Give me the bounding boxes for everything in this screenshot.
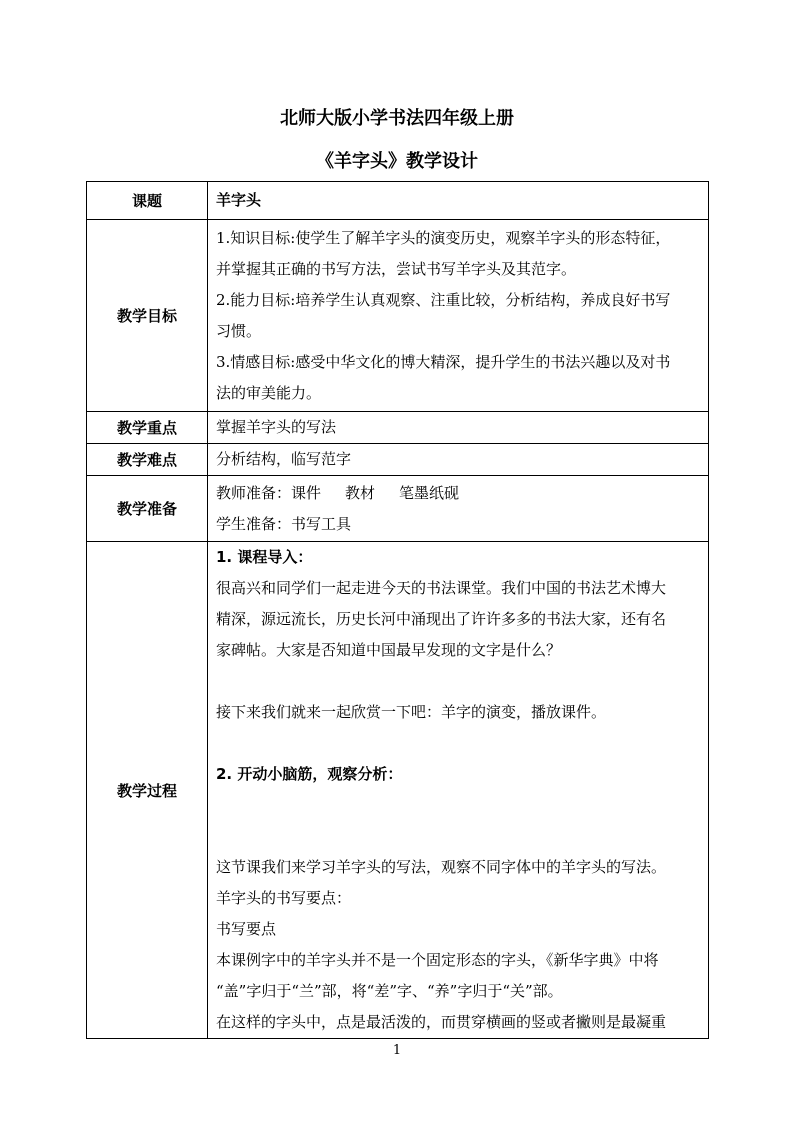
document-subtitle: 《羊字头》教学设计 — [316, 151, 478, 172]
table-row-key-point — [87, 412, 709, 444]
label-topic: 课题 — [87, 182, 208, 220]
student-preparation: 学生准备：书写工具 — [216, 514, 352, 533]
process-line: 很高兴和同学们一起走进今天的书法课堂。我们中国的书法艺术博大 — [216, 579, 667, 597]
process-line: 本课例字中的羊字头并不是一个固定形态的字头，《新华字典》中将 — [216, 951, 659, 969]
process-line: 羊字头的书写要点： — [216, 889, 352, 907]
goals-line: 3.情感目标:感受中华文化的博大精深，提升学生的书法兴趣以及对书 — [216, 352, 671, 371]
label-difficulty: 教学难点 — [87, 444, 208, 476]
value-goals — [208, 220, 709, 412]
goals-line: 1.知识目标:使学生了解羊字头的演变历史，观察羊字头的形态特征， — [216, 228, 671, 247]
table-row-process — [87, 542, 709, 1039]
teacher-prefix: 教师准备：课件 — [216, 483, 322, 502]
lesson-plan-table — [86, 181, 709, 1039]
goals-line: 习惯。 — [216, 321, 262, 340]
process-line: 接下来我们就来一起欣赏一下吧：羊字的演变，播放课件。 — [216, 703, 607, 721]
goals-line: 法的审美能力。 — [216, 383, 322, 402]
page-number: 1 — [392, 1043, 402, 1058]
value-process — [208, 542, 709, 1039]
value-topic: 羊字头 — [208, 182, 709, 220]
table-row-topic — [87, 182, 709, 220]
teacher-preparation — [216, 478, 700, 509]
table-row-preparation — [87, 476, 709, 542]
teacher-item-brush-ink: 笔墨纸砚 — [399, 483, 460, 502]
process-heading: 2. 开动小脑筋，观察分析： — [216, 765, 403, 783]
goals-line: 2.能力目标:培养学生认真观察、注重比较，分析结构，养成良好书写 — [216, 290, 671, 309]
process-line: 在这样的字头中，点是最活泼的，而贯穿横画的竖或者撇则是最凝重 — [216, 1013, 667, 1031]
label-key-point: 教学重点 — [87, 412, 208, 444]
label-goals: 教学目标 — [87, 220, 208, 412]
process-line: 精深，源远流长，历史长河中涌现出了许许多多的书法大家，还有名 — [216, 610, 667, 628]
value-key-point: 掌握羊字头的写法 — [208, 412, 709, 444]
teacher-item-textbook: 教材 — [345, 483, 376, 502]
process-blank-line — [216, 728, 700, 759]
process-blank-line — [216, 821, 700, 852]
process-line: 家碑帖。大家是否知道中国最早发现的文字是什么？ — [216, 641, 562, 659]
value-preparation — [208, 476, 709, 542]
process-blank-line — [216, 666, 700, 697]
value-difficulty: 分析结构，临写范字 — [208, 444, 709, 476]
process-heading: 1. 课程导入： — [216, 548, 313, 566]
label-process: 教学过程 — [87, 542, 208, 1039]
goals-line: 并掌握其正确的书写方法，尝试书写羊字头及其范字。 — [216, 259, 577, 278]
label-preparation: 教学准备 — [87, 476, 208, 542]
process-line: 这节课我们来学习羊字头的写法，观察不同字体中的羊字头的写法。 — [216, 858, 667, 876]
table-row-difficulty — [87, 444, 709, 476]
table-row-goals — [87, 220, 709, 412]
process-blank-line — [216, 790, 700, 821]
document-title: 北师大版小学书法四年级上册 — [280, 108, 514, 129]
process-line: 书写要点 — [216, 920, 277, 938]
process-line: “盖”字归于“兰”部，将“差”字、“养”字归于“关”部。 — [216, 982, 563, 1000]
